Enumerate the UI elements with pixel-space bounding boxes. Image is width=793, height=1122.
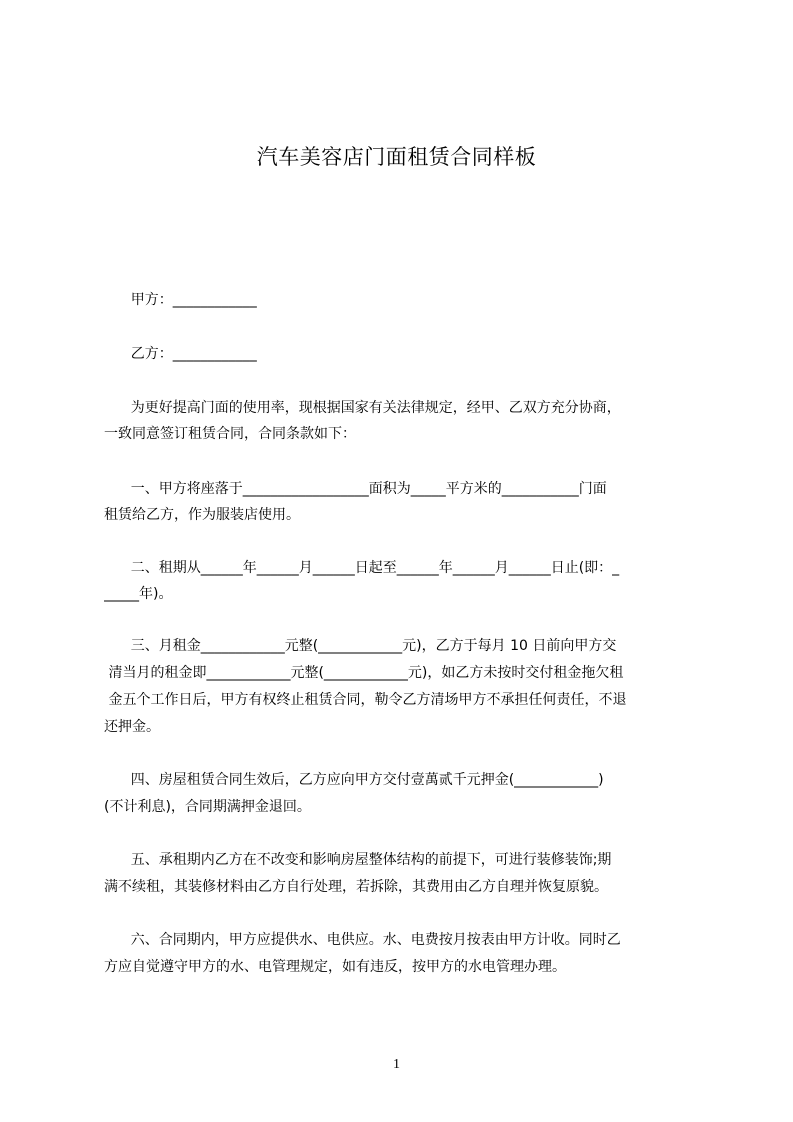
clause-6-line-2: 方应自觉遵守甲方的水、电管理规定，如有违反，按甲方的水电管理办理。 bbox=[104, 959, 566, 975]
clause-6-line-1: 六、合同期内，甲方应提供水、电供应。水、电费按月按表由甲方计收。同时乙 bbox=[104, 932, 621, 948]
intro-line-1: 为更好提高门面的使用率，现根据国家有关法律规定，经甲、乙双方充分协商， bbox=[104, 400, 621, 416]
clause-3-line-4: 还押金。 bbox=[104, 719, 160, 735]
clause-2-line-1: 二、租期从______年______月______日起至______年______月______日止(即：_ bbox=[104, 560, 620, 576]
party-a-line: 甲方：____________ bbox=[104, 292, 257, 308]
clause-4-line-2: (不计利息)，合同期满押金退回。 bbox=[104, 799, 311, 815]
party-b-line: 乙方：____________ bbox=[104, 346, 257, 362]
clause-3-line-2: 清当月的租金即____________元整(____________元)，如乙方未按时交付租金拖欠租 bbox=[104, 665, 624, 681]
clause-4-line-1: 四、房屋租赁合同生效后，乙方应向甲方交付壹萬贰千元押金(____________) bbox=[104, 772, 604, 788]
intro-line-2: 一致同意签订租赁合同，合同条款如下： bbox=[104, 426, 356, 442]
clause-5-line-1: 五、承租期内乙方在不改变和影响房屋整体结构的前提下，可进行装修装饰;期 bbox=[104, 852, 612, 868]
clause-3-line-3: 金五个工作日后，甲方有权终止租赁合同，勒令乙方清场甲方不承担任何责任，不退 bbox=[104, 692, 627, 708]
page-number: 1 bbox=[393, 1057, 400, 1072]
clause-1-line-2: 租赁给乙方，作为服装店使用。 bbox=[104, 507, 300, 523]
clause-5-line-2: 满不续租，其装修材料由乙方自行处理，若拆除，其费用由乙方自理并恢复原貌。 bbox=[104, 879, 608, 895]
document-title: 汽车美容店门面租赁合同样板 bbox=[256, 145, 537, 169]
clause-3-line-1: 三、月租金____________元整(____________元)，乙方于每月 10 日前向甲方交 bbox=[104, 638, 617, 654]
clause-1-line-1: 一、甲方将座落于__________________面积为_____平方米的___________门面 bbox=[104, 481, 607, 497]
clause-2-line-2: _____年)。 bbox=[104, 586, 173, 602]
